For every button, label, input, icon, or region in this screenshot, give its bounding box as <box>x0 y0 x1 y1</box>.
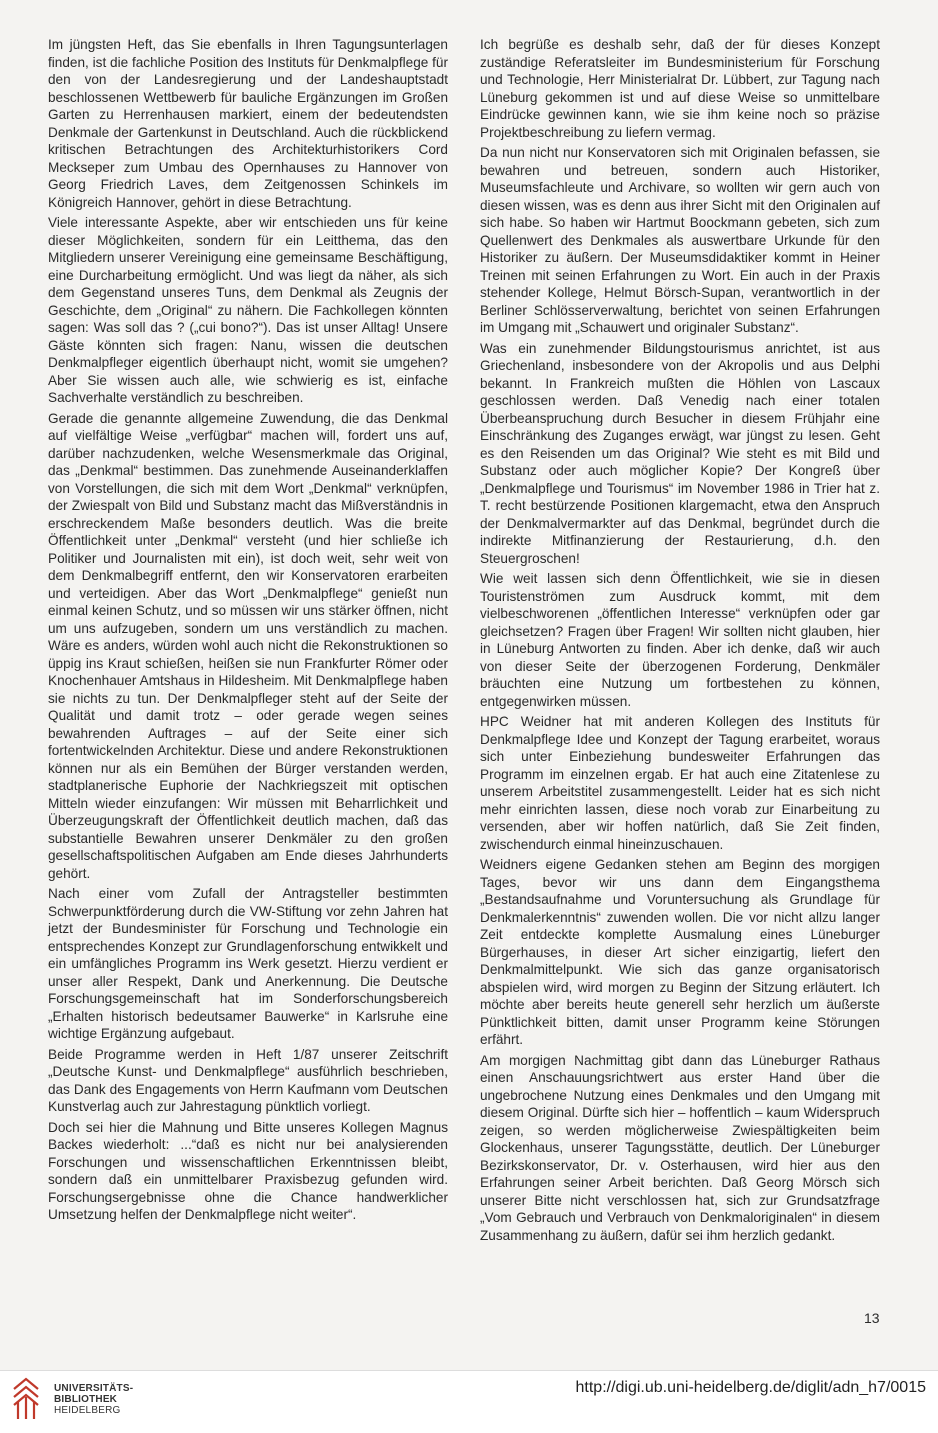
library-name-line: UNIVERSITÄTS- <box>54 1383 134 1394</box>
paragraph: Im jüngsten Heft, das Sie ebenfalls in Ihren Tagungsunterlagen finden, ist die fachliche Position des Instituts für Denkmalpflege für den von der Landesregierung und der Landeshauptstadt beschlossenen Wettbewerb für bauliche Ergänzungen im Großen Garten zu Herrenhausen markiert, einem der bedeutendsten Denkmale der Gartenkunst in Deutschland. Auch die rückblickend kritischen Betrachtungen des Architekturhistorikers Cord Meckseper zum Umbau des Opernhauses zu Hannover von Georg Friedrich Laves, dem Zeitgenossen Schinkels im Königreich Hannover, gehört in diese Betrachtung. <box>48 37 448 210</box>
paragraph: Ich begrüße es deshalb sehr, daß der für dieses Konzept zuständige Referatsleiter im Bundesministerium für Forschung und Technologie, Herr Ministerialrat Dr. Lübbert, zur Tagung nach Lüneburg gekommen ist und auf diese Weise so unmittelbare Eindrücke gewinnen kann, wie sie ihm keine noch so präzise Projektbeschreibung zu liefern vermag. <box>480 37 880 140</box>
paragraph: HPC Weidner hat mit anderen Kollegen des Instituts für Denkmalpflege Idee und Konzept der Tagung erarbeitet, woraus sich unter Einbeziehung bundesweiter Erfahrungen das Programm im einzelnen ergab. Er hat auch eine Zitatenlese zu unserem Arbeitstitel zusammengestellt. Leider hat es sich nicht mehr einrichten lassen, diese noch vorab zur Einarbeitung zu versenden, aber wir hoffen natürlich, daß Sie Zeit finden, zwischendurch einmal hineinzuschauen. <box>480 714 880 852</box>
right-text-column <box>480 36 880 1247</box>
paragraph: Da nun nicht nur Konservatoren sich mit Originalen befassen, sie bewahren und betreuen, sondern auch Historiker, Museumsfachleute und Archivare, so wollten wir gern auch von diesen wissen, was es denn aus ihrer Sicht mit den Originalen auf sich habe. So haben wir Hartmut Boockmann gebeten, sich zum Quellenwert des Denkmales als auswertbare Urkunde für den Historiker zu äußern. Der Museumsdidaktiker kommt in Heiner Treinen mit seinen Erfahrungen zu Wort. Ein auch in der Praxis stehender Kollege, Helmut Börsch-Supan, verantwortlich in der Berliner Schlösserverwaltung, berichtet von seinen Erfahrungen im Umgang mit „Schauwert und originaler Substanz“. <box>480 145 880 335</box>
library-logo-icon <box>10 1375 46 1423</box>
library-name-line: BIBLIOTHEK <box>54 1394 118 1405</box>
paragraph: Viele interessante Aspekte, aber wir entschieden uns für keine dieser Möglichkeiten, sondern für ein Leitthema, das den Mitgliedern unserer Vereinigung eine gemeinsame Beschäftigung, eine Durcharbeitung ermöglicht. Und was liegt da näher, als sich dem Gegenstand unseres Tuns, dem Denkmal als Zeugnis der Geschichte, dem „Original“ zu nähern. Die Fachkollegen könnten sagen: Was soll das ? („cui bono?“). Das ist unser Alltag! Unsere Gäste könnten sich fragen: Nanu, wissen die deutschen Denkmalpfleger eigentlich überhaupt nicht, womit sie umgehen? Aber Sie wissen auch alle, wie schwierig es ist, einfache Sachverhalte verständlich zu beschreiben. <box>48 215 448 405</box>
paragraph: Nach einer vom Zufall der Antragsteller bestimmten Schwerpunktförderung durch die VW-Stiftung vor zehn Jahren hat jetzt der Bundesminister für Forschung und Technologie ein entsprechendes Konzept zur Grundlagenforschung entwikkelt und ein umfängliches Programm ins Werk gesetzt. Hierzu verdient er unser aller Respekt, Dank und Anerkennung. Die Deutsche Forschungsgemeinschaft hat im Sonderforschungsbereich „Erhalten historisch bedeutsamer Bauwerke“ in Karlsruhe eine wichtige Ergänzung aufgebaut. <box>48 886 448 1041</box>
paragraph: Gerade die genannte allgemeine Zuwendung, die das Denkmal auf vielfältige Weise „verfügbar“ machen will, fordert uns auf, darüber nachzudenken, welche Wesensmerkmale das Original, das „Denkmal“ bestimmen. Das zunehmende Auseinanderklaffen von Vorstellungen, die sich mit dem Wort „Denkmal“ verknüpfen, der Zwiespalt von Bild und Substanz macht das Mißverständnis in erschreckendem Maße besonders deutlich. Was die breite Öffentlichkeit unter „Denkmal“ versteht (und hier schließe ich Politiker und Journalisten mit ein), ist doch weit, sehr weit von dem Denkmalbegriff entfernt, den wir Konservatoren erarbeiten und verteidigen. Aber das Wort „Denkmalpflege“ genießt nun einmal keinen Schutz, und so müssen wir uns stärker öffnen, nicht um uns aufzugeben, sondern um uns verständlich zu machen. Wäre es anders, würden wohl auch nicht die Rekonstruktionen so üppig ins Kraut schießen, heißen sie nun Frankfurter Römer oder Knochenhauer Amtshaus in Hildesheim. Mit Denkmalpflege haben sie nichts zu tun. Der Denkmalpfleger steht auf der Seite der Qualität und damit trotz – oder gerade wegen seines bewahrenden Auftrages – auf der Seite einer sich fortentwickelnden Architektur. Diese und andere Rekonstruktionen können nur als ein Bemühen der Bürger verstanden werden, stadtplanerische Euphorie der Nachkriegszeit mit optischen Mitteln wieder einzufangen: Wir müssen mit Beharrlichkeit und Überzeugungskraft der Öffentlichkeit deutlich machen, daß das substantielle Bewahren unserer Denkmäler zu den großen gesellschaftspolitischen Aufgaben am Ende dieses Jahrhunderts gehört. <box>48 410 448 881</box>
library-name <box>54 1383 133 1416</box>
left-text-column <box>48 36 448 1227</box>
library-name-line: HEIDELBERG <box>54 1405 121 1416</box>
page-number: 13 <box>864 1310 880 1326</box>
source-url[interactable]: http://digi.ub.uni-heidelberg.de/diglit/adn_h7/0015 <box>575 1379 926 1396</box>
paragraph: Was ein zunehmender Bildungstourismus anrichtet, ist aus Griechenland, insbesondere von der Akropolis und aus Delphi bekannt. In Frankreich mußten die Höhlen von Lascaux geschlossen werden. Daß Venedig nach einer totalen Überbeanspruchung durch Besucher in diesem Frühjahr eine Einschränkung des Zuganges erwägt, war jüngst zu lesen. Geht es den Reisenden um das Original? Wie steht es mit Bild und Substanz oder auch möglicher Kopie? Der Kongreß über „Denkmalpflege und Tourismus“ im November 1986 in Trier hat z. T. recht bestürzende Positionen klargemacht, etwa den Anspruch der Denkmalvermarkter auf das Denkmal, begründet durch die indirekte Mitfinanzierung der Restaurierung, d.h. den Steuergroschen! <box>480 340 880 566</box>
paragraph: Doch sei hier die Mahnung und Bitte unseres Kollegen Magnus Backes wiederholt: ...“daß es nicht nur bei analysierenden Forschungen und wissenschaftlichen Erkenntnissen bleibt, sondern daß ein unmittelbarer Praxisbezug gefunden wird. Forschungsergebnisse ohne die Chance handwerklicher Umsetzung helfen der Denkmalpflege nicht weiter“. <box>48 1119 448 1222</box>
paragraph: Weidners eigene Gedanken stehen am Beginn des morgigen Tages, bevor wir uns dann dem Eingangsthema „Bestandsaufnahme und Voruntersuchung als Grundlage für Denkmalerkenntnis“ zuwenden wollen. Die vor nicht allzu langer Zeit entdeckte komplette Ausmalung eines Lüneburger Bürgerhauses, in dieser Art sicher einzigartig, liefert den Denkmalmittelpunkt. Wie sich das ganze organisatorisch abspielen wird, wird morgen zu Beginn der Sitzung erläutert. Ich möchte aber bereits heute generell sehr herzlich um äußerste Pünktlichkeit bitten, damit unser Programm keine Störungen erfährt. <box>480 857 880 1047</box>
paragraph: Wie weit lassen sich denn Öffentlichkeit, wie sie in diesen Touristenströmen zum Ausdruck kommt, mit dem vielbeschworenen „öffentlichen Interesse“ verknüpfen oder gar gleichsetzen? Fragen über Fragen! Wir sollten nicht glauben, hier in Lüneburg Antworten zu finden. Aber ich denke, daß wir auch von dieser Seite der überzogenen Forderung, Denkmäler bräuchten eine Nutzung um fortbestehen zu können, entgegenwirken müssen. <box>480 571 880 709</box>
paragraph: Beide Programme werden in Heft 1/87 unserer Zeitschrift „Deutsche Kunst- und Denkmalpflege“ ausführlich beschrieben, das Dank des Engagements von Herrn Kaufmann vom Deutschen Kunstverlag auch zur Jahrestagung pünktlich vorliegt. <box>48 1046 448 1114</box>
library-footer <box>0 1370 938 1433</box>
paragraph: Am morgigen Nachmittag gibt dann das Lüneburger Rathaus einen Anschauungsrichtwert aus erster Hand über die ungebrochene Nutzung eines Denkmales und den Umgang mit diesem Original. Dürfte sich hier – hoffentlich – kaum Widerspruch zeigen, so werden möglicherweise Zwiespältigkeiten beim Glockenhaus, unserer Tagungsstätte, deutlich. Der Lüneburger Bezirkskonservator, Dr. v. Osterhausen, wird hier aus den Erfahrungen seiner Arbeit berichten. Daß Georg Mörsch sich unserer Bitte nicht verschlossen hat, sich zur Grundsatzfrage „Vom Gebrauch und Verbrauch von Denkmaloriginalen“ in diesem Zusammenhang zu äußern, dafür sei ihm herzlich gedankt. <box>480 1052 880 1243</box>
